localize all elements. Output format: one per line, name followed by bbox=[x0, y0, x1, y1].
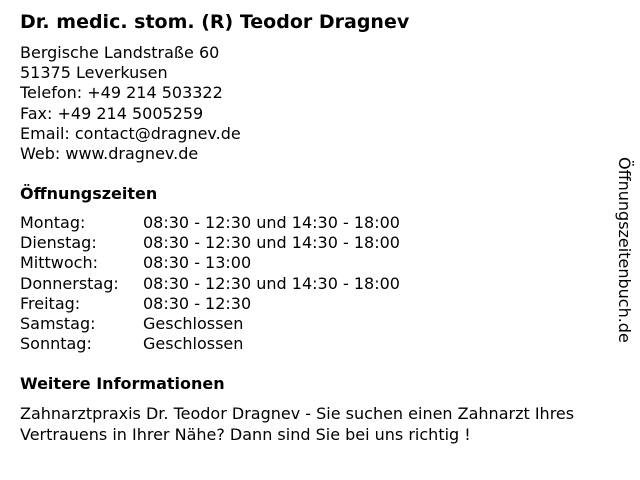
hours-time: 08:30 - 12:30 und 14:30 - 18:00 bbox=[143, 273, 400, 293]
hours-day: Montag: bbox=[20, 213, 86, 232]
hours-day: Donnerstag: bbox=[20, 273, 119, 293]
hours-day: Freitag: bbox=[20, 293, 81, 313]
email-line: Email: contact@dragnev.de bbox=[20, 123, 241, 143]
further-info-heading: Weitere Informationen bbox=[20, 374, 225, 393]
address-city: 51375 Leverkusen bbox=[20, 63, 168, 83]
watermark-text: Öffnungszeitenbuch.de bbox=[615, 157, 634, 343]
hours-time: 08:30 - 12:30 und 14:30 - 18:00 bbox=[143, 233, 400, 253]
hours-day: Sonntag: bbox=[20, 334, 92, 354]
hours-day: Dienstag: bbox=[20, 233, 97, 253]
hours-time: 08:30 - 12:30 bbox=[143, 293, 252, 313]
hours-row-tuesday bbox=[20, 233, 400, 253]
hours-day: Mittwoch: bbox=[20, 253, 98, 273]
address-street: Bergische Landstraße 60 bbox=[20, 43, 220, 62]
watermark-site-name bbox=[612, 135, 636, 365]
opening-hours-heading: Öffnungszeiten bbox=[20, 184, 158, 203]
hours-row-friday bbox=[20, 294, 400, 314]
opening-hours-table bbox=[20, 213, 400, 354]
hours-row-monday bbox=[20, 213, 400, 233]
contact-block bbox=[20, 43, 241, 164]
further-info-text: Zahnarztpraxis Dr. Teodor Dragnev - Sie suchen einen Zahnarzt Ihres Vertrauens in Ihrer Nähe? Dann sind Sie bei uns richtig ! bbox=[20, 404, 575, 444]
hours-day: Samstag: bbox=[20, 314, 96, 334]
fax-line: Fax: +49 214 5005259 bbox=[20, 103, 204, 123]
page-title: Dr. medic. stom. (R) Teodor Dragnev bbox=[20, 11, 410, 33]
hours-row-sunday bbox=[20, 334, 400, 354]
hours-time: Geschlossen bbox=[143, 334, 244, 354]
hours-row-thursday bbox=[20, 274, 400, 294]
hours-time: 08:30 - 12:30 und 14:30 - 18:00 bbox=[143, 213, 400, 232]
phone-line: Telefon: +49 214 503322 bbox=[20, 83, 223, 103]
hours-row-wednesday bbox=[20, 253, 400, 273]
web-line: Web: www.dragnev.de bbox=[20, 144, 199, 164]
hours-row-saturday bbox=[20, 314, 400, 334]
hours-time: Geschlossen bbox=[143, 314, 244, 334]
hours-time: 08:30 - 13:00 bbox=[143, 253, 252, 273]
